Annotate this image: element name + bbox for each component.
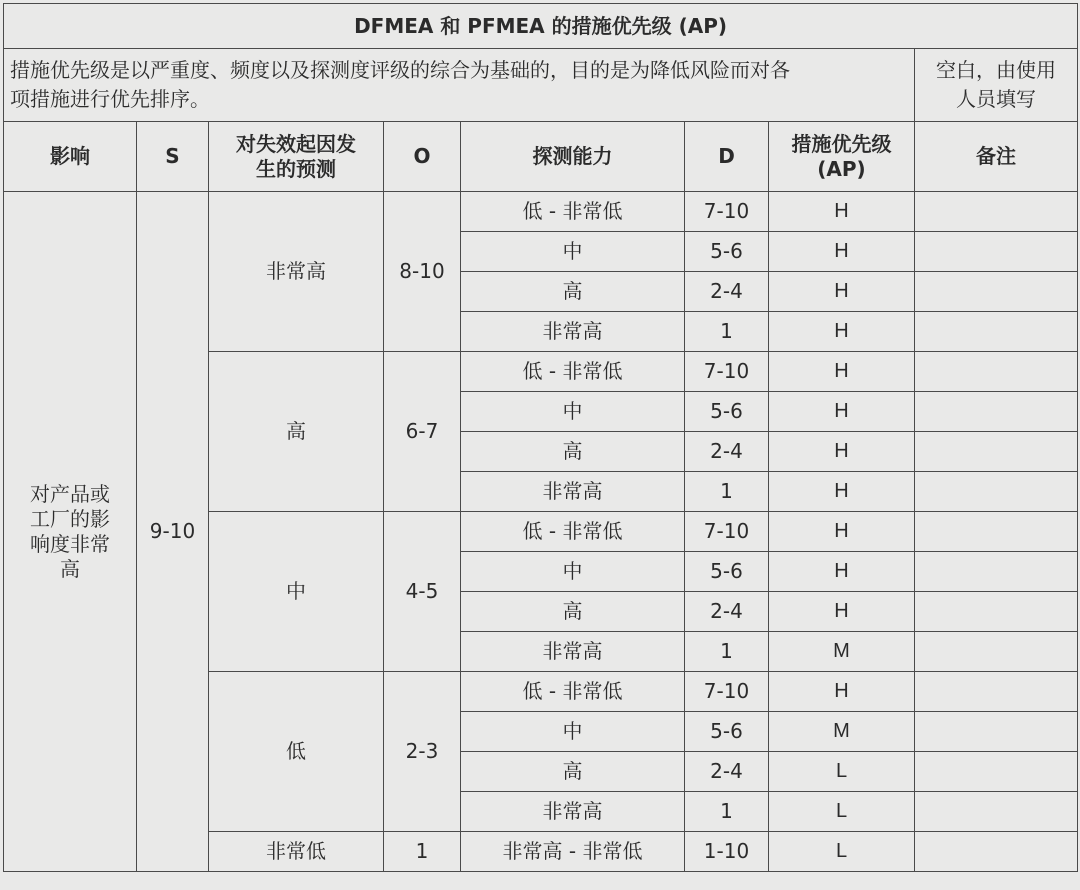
ap-value-cell: H	[769, 472, 915, 512]
remark-cell	[915, 352, 1078, 392]
ap-value-cell: L	[769, 752, 915, 792]
detection-cell: 高	[461, 592, 685, 632]
d-value-cell: 5-6	[685, 232, 769, 272]
ap-value-cell: L	[769, 832, 915, 872]
o-value-cell: 4-5	[384, 512, 461, 672]
remark-cell	[915, 832, 1078, 872]
detection-cell: 非常高 - 非常低	[461, 832, 685, 872]
detection-cell: 中	[461, 712, 685, 752]
prediction-cell: 低	[209, 672, 384, 832]
d-value-cell: 2-4	[685, 272, 769, 312]
impact-line: 工厂的影	[30, 506, 110, 531]
table-title: DFMEA 和 PFMEA 的措施优先级 (AP)	[4, 4, 1078, 49]
impact-cell	[4, 192, 137, 872]
remark-cell	[915, 432, 1078, 472]
prediction-cell: 高	[209, 352, 384, 512]
d-value-cell: 2-4	[685, 752, 769, 792]
detection-cell: 非常高	[461, 792, 685, 832]
ap-value-cell: M	[769, 632, 915, 672]
ap-value-cell: H	[769, 432, 915, 472]
ap-value-cell: H	[769, 392, 915, 432]
document-page	[3, 3, 1077, 887]
ap-value-cell: H	[769, 512, 915, 552]
remark-cell	[915, 512, 1078, 552]
d-value-cell: 7-10	[685, 512, 769, 552]
d-value-cell: 7-10	[685, 672, 769, 712]
impact-line: 对产品或	[30, 481, 110, 506]
o-value-cell: 1	[384, 832, 461, 872]
ap-value-cell: H	[769, 552, 915, 592]
o-value-cell: 6-7	[384, 352, 461, 512]
header-prediction-line-1: 对失效起因发	[236, 131, 356, 156]
detection-cell: 高	[461, 272, 685, 312]
detection-cell: 非常高	[461, 312, 685, 352]
detection-cell: 低 - 非常低	[461, 352, 685, 392]
header-impact: 影响	[4, 122, 137, 192]
header-d: D	[685, 122, 769, 192]
header-prediction	[209, 122, 384, 192]
description-line-2: 项措施进行优先排序。	[10, 87, 210, 111]
s-value-cell: 9-10	[137, 192, 209, 872]
o-value-cell: 2-3	[384, 672, 461, 832]
header-ap-line-2: (AP)	[817, 156, 866, 181]
detection-cell: 低 - 非常低	[461, 672, 685, 712]
remark-cell	[915, 472, 1078, 512]
description-line-1: 措施优先级是以严重度、频度以及探测度评级的综合为基础的，目的是为降低风险而对各	[10, 58, 790, 82]
header-o: O	[384, 122, 461, 192]
d-value-cell: 1	[685, 472, 769, 512]
ap-table	[3, 3, 1078, 872]
remark-cell	[915, 272, 1078, 312]
remark-cell	[915, 792, 1078, 832]
remark-cell	[915, 672, 1078, 712]
ap-value-cell: H	[769, 352, 915, 392]
prediction-cell: 非常高	[209, 192, 384, 352]
d-value-cell: 1	[685, 632, 769, 672]
header-detection: 探测能力	[461, 122, 685, 192]
ap-value-cell: H	[769, 272, 915, 312]
detection-cell: 中	[461, 552, 685, 592]
ap-value-cell: H	[769, 312, 915, 352]
d-value-cell: 1	[685, 792, 769, 832]
blank-note-line-2: 人员填写	[956, 87, 1037, 111]
d-value-cell: 5-6	[685, 392, 769, 432]
d-value-cell: 1-10	[685, 832, 769, 872]
remark-cell	[915, 232, 1078, 272]
ap-value-cell: L	[769, 792, 915, 832]
d-value-cell: 5-6	[685, 552, 769, 592]
impact-text	[4, 482, 136, 582]
remark-cell	[915, 192, 1078, 232]
remark-cell	[915, 712, 1078, 752]
d-value-cell: 1	[685, 312, 769, 352]
header-remark: 备注	[915, 122, 1078, 192]
remark-cell	[915, 632, 1078, 672]
d-value-cell: 2-4	[685, 432, 769, 472]
detection-cell: 高	[461, 432, 685, 472]
header-s: S	[137, 122, 209, 192]
header-ap-line-1: 措施优先级	[791, 131, 892, 156]
ap-value-cell: H	[769, 672, 915, 712]
detection-cell: 中	[461, 232, 685, 272]
d-value-cell: 5-6	[685, 712, 769, 752]
detection-cell: 非常高	[461, 472, 685, 512]
blank-note-line-1: 空白，由使用	[936, 58, 1057, 82]
table-description	[4, 49, 915, 122]
ap-value-cell: M	[769, 712, 915, 752]
impact-line: 高	[60, 556, 80, 581]
blank-note	[915, 49, 1078, 122]
remark-cell	[915, 392, 1078, 432]
impact-line: 响度非常	[30, 531, 110, 556]
remark-cell	[915, 312, 1078, 352]
ap-value-cell: H	[769, 232, 915, 272]
remark-cell	[915, 592, 1078, 632]
detection-cell: 低 - 非常低	[461, 512, 685, 552]
detection-cell: 非常高	[461, 632, 685, 672]
ap-value-cell: H	[769, 192, 915, 232]
header-prediction-line-2: 生的预测	[256, 156, 336, 181]
ap-value-cell: H	[769, 592, 915, 632]
d-value-cell: 2-4	[685, 592, 769, 632]
prediction-cell: 非常低	[209, 832, 384, 872]
header-row	[4, 122, 1078, 192]
o-value-cell: 8-10	[384, 192, 461, 352]
remark-cell	[915, 552, 1078, 592]
detection-cell: 高	[461, 752, 685, 792]
table-row	[4, 192, 1078, 232]
remark-cell	[915, 752, 1078, 792]
header-ap	[769, 122, 915, 192]
detection-cell: 低 - 非常低	[461, 192, 685, 232]
d-value-cell: 7-10	[685, 192, 769, 232]
prediction-cell: 中	[209, 512, 384, 672]
detection-cell: 中	[461, 392, 685, 432]
d-value-cell: 7-10	[685, 352, 769, 392]
